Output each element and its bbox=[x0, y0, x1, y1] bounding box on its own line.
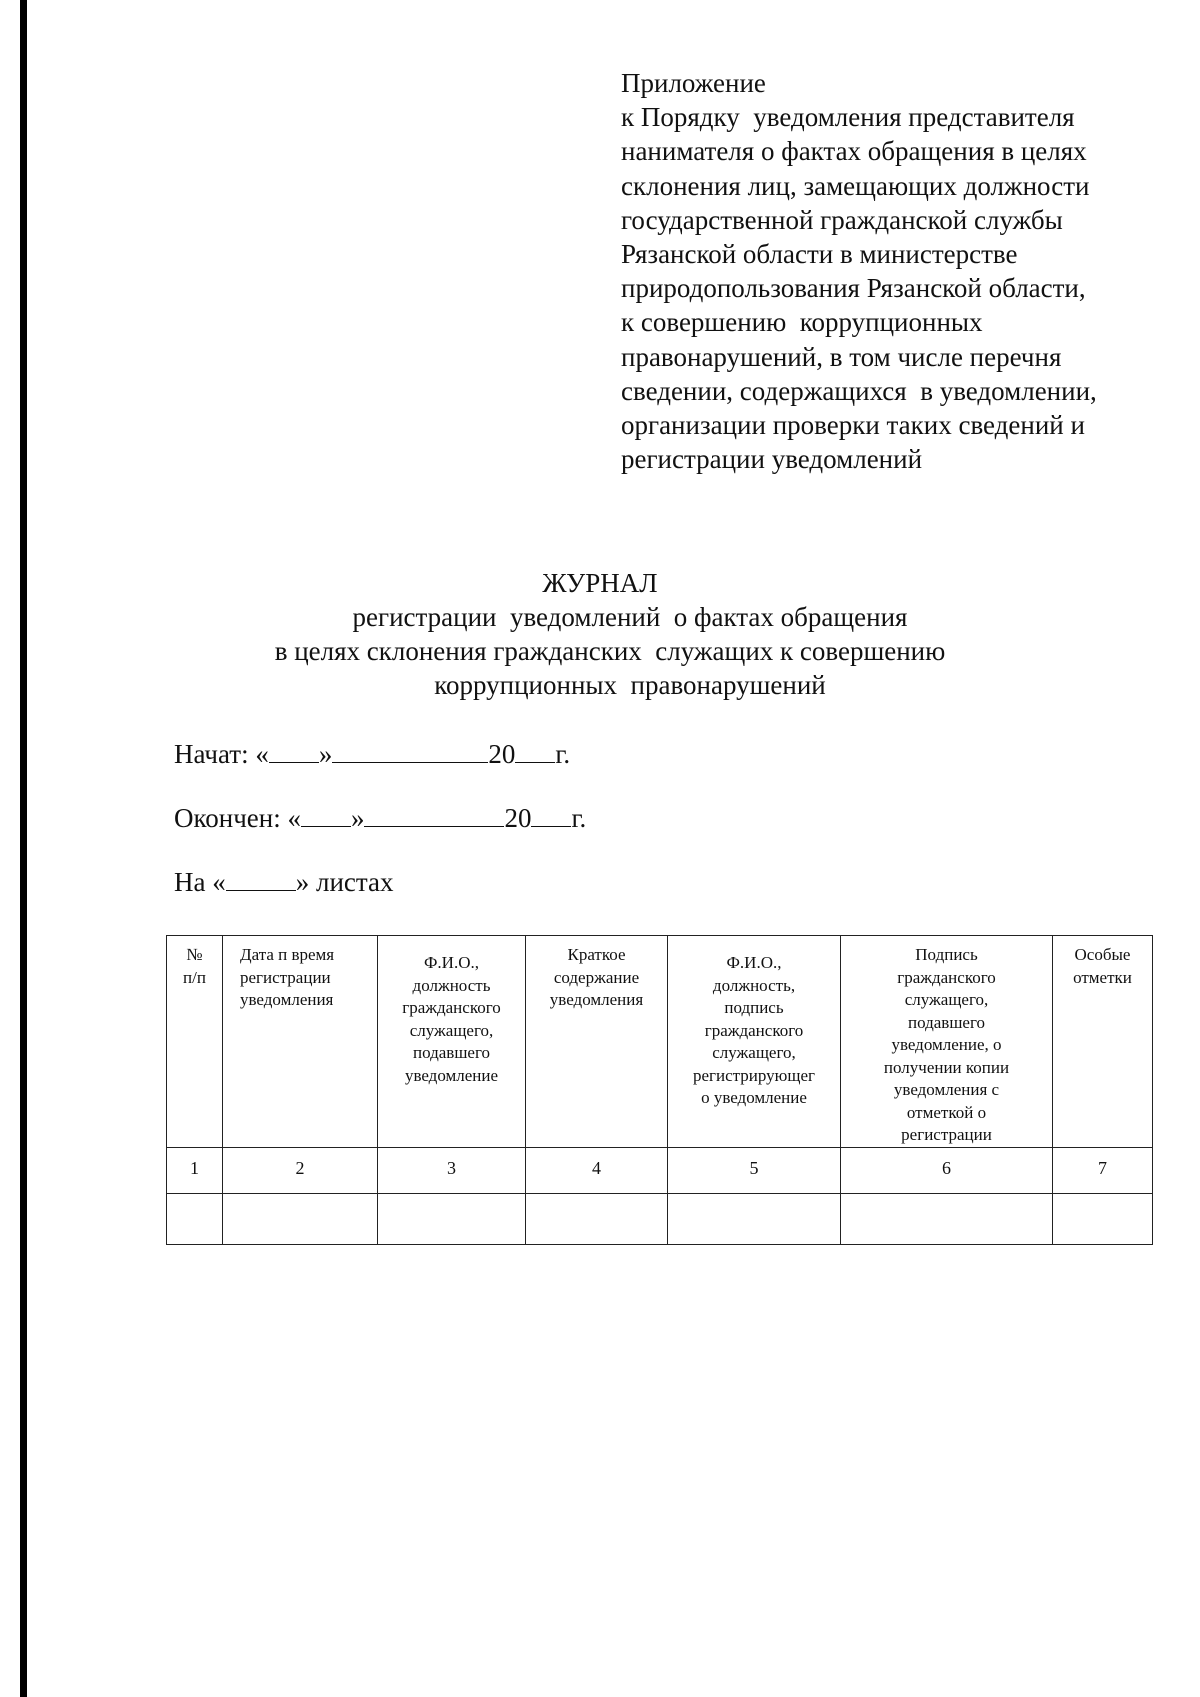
journal-subtitle-line: регистрации уведомлений о фактах обращения bbox=[352, 602, 908, 632]
journal-subtitle-line: коррупционных правонарушений bbox=[434, 670, 826, 700]
header-submitter: Ф.И.О., должность гражданского служащего, подавшего уведомление bbox=[402, 953, 501, 1085]
header-registration-date: Дата п время регистрации уведомления bbox=[240, 945, 335, 1009]
header-special-notes: Особые отметки bbox=[1073, 945, 1132, 987]
appendix-line: организации проверки таких сведений и bbox=[621, 410, 1085, 441]
sheets-label: На « bbox=[174, 867, 226, 897]
table-row bbox=[167, 1147, 1153, 1193]
header-cell bbox=[223, 936, 378, 1148]
appendix-line: склонения лиц, замещающих должности bbox=[621, 170, 1090, 201]
table-row bbox=[167, 1193, 1153, 1244]
header-summary: Краткое содержание уведомления bbox=[549, 945, 644, 1009]
appendix-line: к совершению коррупционных bbox=[621, 307, 983, 338]
column-number: 6 bbox=[841, 1147, 1053, 1193]
ended-year-blank[interactable] bbox=[531, 800, 571, 827]
appendix-line: к Порядку уведомления представителя bbox=[621, 102, 1075, 133]
appendix-line: природопользования Рязанской области, bbox=[621, 273, 1086, 304]
appendix-line: нанимателя о фактах обращения в целях bbox=[621, 136, 1087, 167]
column-number: 3 bbox=[378, 1147, 526, 1193]
header-cell bbox=[1053, 936, 1153, 1148]
header-cell bbox=[167, 936, 223, 1148]
appendix-note bbox=[621, 66, 1181, 476]
appendix-line: регистрации уведомлений bbox=[621, 444, 923, 475]
column-number: 1 bbox=[167, 1147, 223, 1193]
quote-close: » bbox=[318, 739, 333, 769]
table-header-row bbox=[167, 936, 1153, 1148]
journal-subtitle-line: в целях склонения гражданских служащих к совершению bbox=[274, 636, 946, 666]
year-suffix: г. bbox=[571, 803, 587, 833]
journal-table bbox=[166, 935, 1153, 1245]
column-number: 7 bbox=[1053, 1147, 1153, 1193]
started-field bbox=[174, 736, 570, 771]
header-cell bbox=[378, 936, 526, 1148]
empty-cell[interactable] bbox=[526, 1193, 668, 1244]
header-registrar: Ф.И.О., должность, подпись гражданского служащего, регистрирующег о уведомление bbox=[693, 953, 815, 1107]
column-number: 4 bbox=[526, 1147, 668, 1193]
empty-cell[interactable] bbox=[1053, 1193, 1153, 1244]
started-label: Начат: « bbox=[174, 739, 269, 769]
scan-border-edge bbox=[20, 0, 27, 1697]
appendix-line: сведении, содержащихся в уведомлении, bbox=[621, 375, 1097, 406]
empty-cell[interactable] bbox=[668, 1193, 841, 1244]
started-day-blank[interactable] bbox=[269, 736, 319, 763]
sheets-field bbox=[174, 864, 394, 899]
column-number: 5 bbox=[668, 1147, 841, 1193]
ended-day-blank[interactable] bbox=[301, 800, 351, 827]
header-cell bbox=[668, 936, 841, 1148]
ended-label: Окончен: « bbox=[174, 803, 301, 833]
empty-cell[interactable] bbox=[378, 1193, 526, 1244]
ended-month-blank[interactable] bbox=[364, 800, 504, 827]
sheets-suffix: » листах bbox=[295, 867, 394, 897]
empty-cell[interactable] bbox=[223, 1193, 378, 1244]
header-receipt-signature: Подпись гражданского служащего, подавшего уведомление, о получении копии уведомления с отметкой о регистрации bbox=[883, 945, 1010, 1144]
header-cell bbox=[526, 936, 668, 1148]
journal-title bbox=[0, 566, 1200, 702]
started-month-blank[interactable] bbox=[332, 736, 488, 763]
quote-close: » bbox=[350, 803, 365, 833]
journal-heading: ЖУРНАЛ bbox=[542, 568, 658, 598]
appendix-line: государственной гражданской службы bbox=[621, 204, 1063, 235]
empty-cell[interactable] bbox=[167, 1193, 223, 1244]
column-number: 2 bbox=[223, 1147, 378, 1193]
appendix-line: Приложение bbox=[621, 68, 766, 98]
header-cell bbox=[841, 936, 1053, 1148]
appendix-line: Рязанской области в министерстве bbox=[621, 239, 1018, 270]
ended-field bbox=[174, 800, 586, 835]
year-prefix: 20 bbox=[504, 803, 532, 833]
sheets-count-blank[interactable] bbox=[226, 864, 296, 891]
appendix-line: правонарушений, в том числе перечня bbox=[621, 341, 1062, 372]
empty-cell[interactable] bbox=[841, 1193, 1053, 1244]
year-prefix: 20 bbox=[488, 739, 516, 769]
year-suffix: г. bbox=[555, 739, 571, 769]
started-year-blank[interactable] bbox=[515, 736, 555, 763]
header-number: № п/п bbox=[183, 945, 206, 987]
